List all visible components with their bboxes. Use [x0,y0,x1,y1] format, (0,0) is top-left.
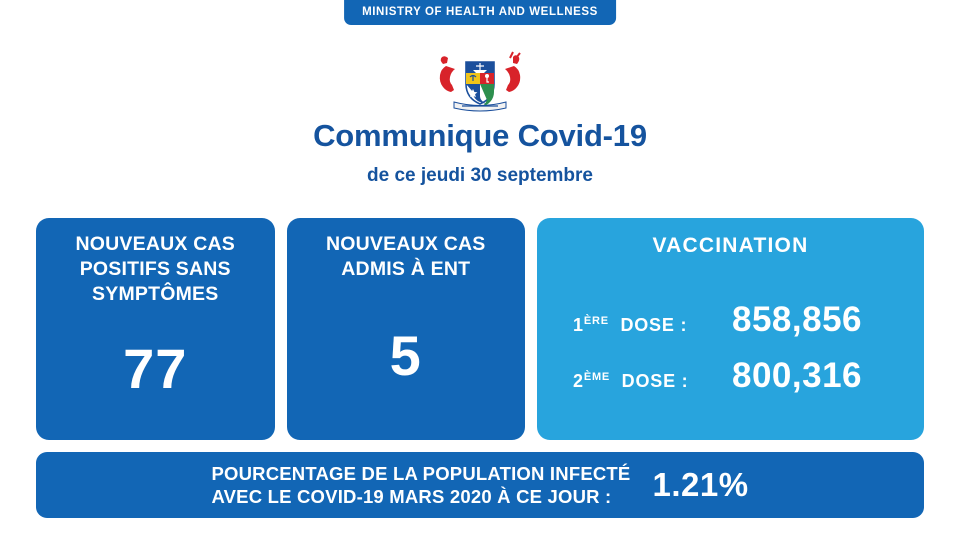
population-infected-label-line1: POURCENTAGE DE LA POPULATION INFECTÉ [211,462,631,484]
dose-number: 2 [573,371,584,391]
dose-value: 800,316 [732,356,863,395]
page-subtitle: de ce jeudi 30 septembre [367,165,593,186]
vaccination-rows [547,266,914,430]
ministry-banner: MINISTRY OF HEALTH AND WELLNESS [344,0,616,25]
population-infected-bar [36,452,924,518]
dose-value: 858,856 [732,300,863,339]
dose-word: DOSE : [620,315,688,335]
population-infected-value: 1.21% [652,466,749,503]
dose-word: DOSE : [621,371,689,391]
population-infected-label [211,462,630,508]
page-title: Communique Covid-19 [313,118,647,153]
card-new-asymptomatic-cases [36,218,275,440]
vaccination-row-dose-1 [547,300,914,340]
dose-ordinal-suffix: ÈME [583,371,611,383]
vaccination-title: VACCINATION [652,234,809,257]
card-label: NOUVEAUX CAS POSITIFS SANS SYMPTÔMES [75,233,235,305]
dose-label [547,315,722,336]
card-value: 5 [389,324,422,388]
dose-number: 1 [573,315,584,335]
footer-strip [0,521,960,535]
card-label: NOUVEAUX CAS ADMIS À ENT [325,233,486,280]
card-vaccination [537,218,924,440]
card-value: 77 [123,336,188,400]
stats-card-row [36,218,924,440]
population-infected-label-line2: AVEC LE COVID-19 MARS 2020 À CE JOUR : [211,486,612,507]
dose-label [547,371,722,392]
dose-ordinal-suffix: ÈRE [583,315,609,327]
mauritius-coat-of-arms-icon [432,40,528,112]
card-new-ent-admissions [287,218,526,440]
vaccination-row-dose-2 [547,356,914,396]
